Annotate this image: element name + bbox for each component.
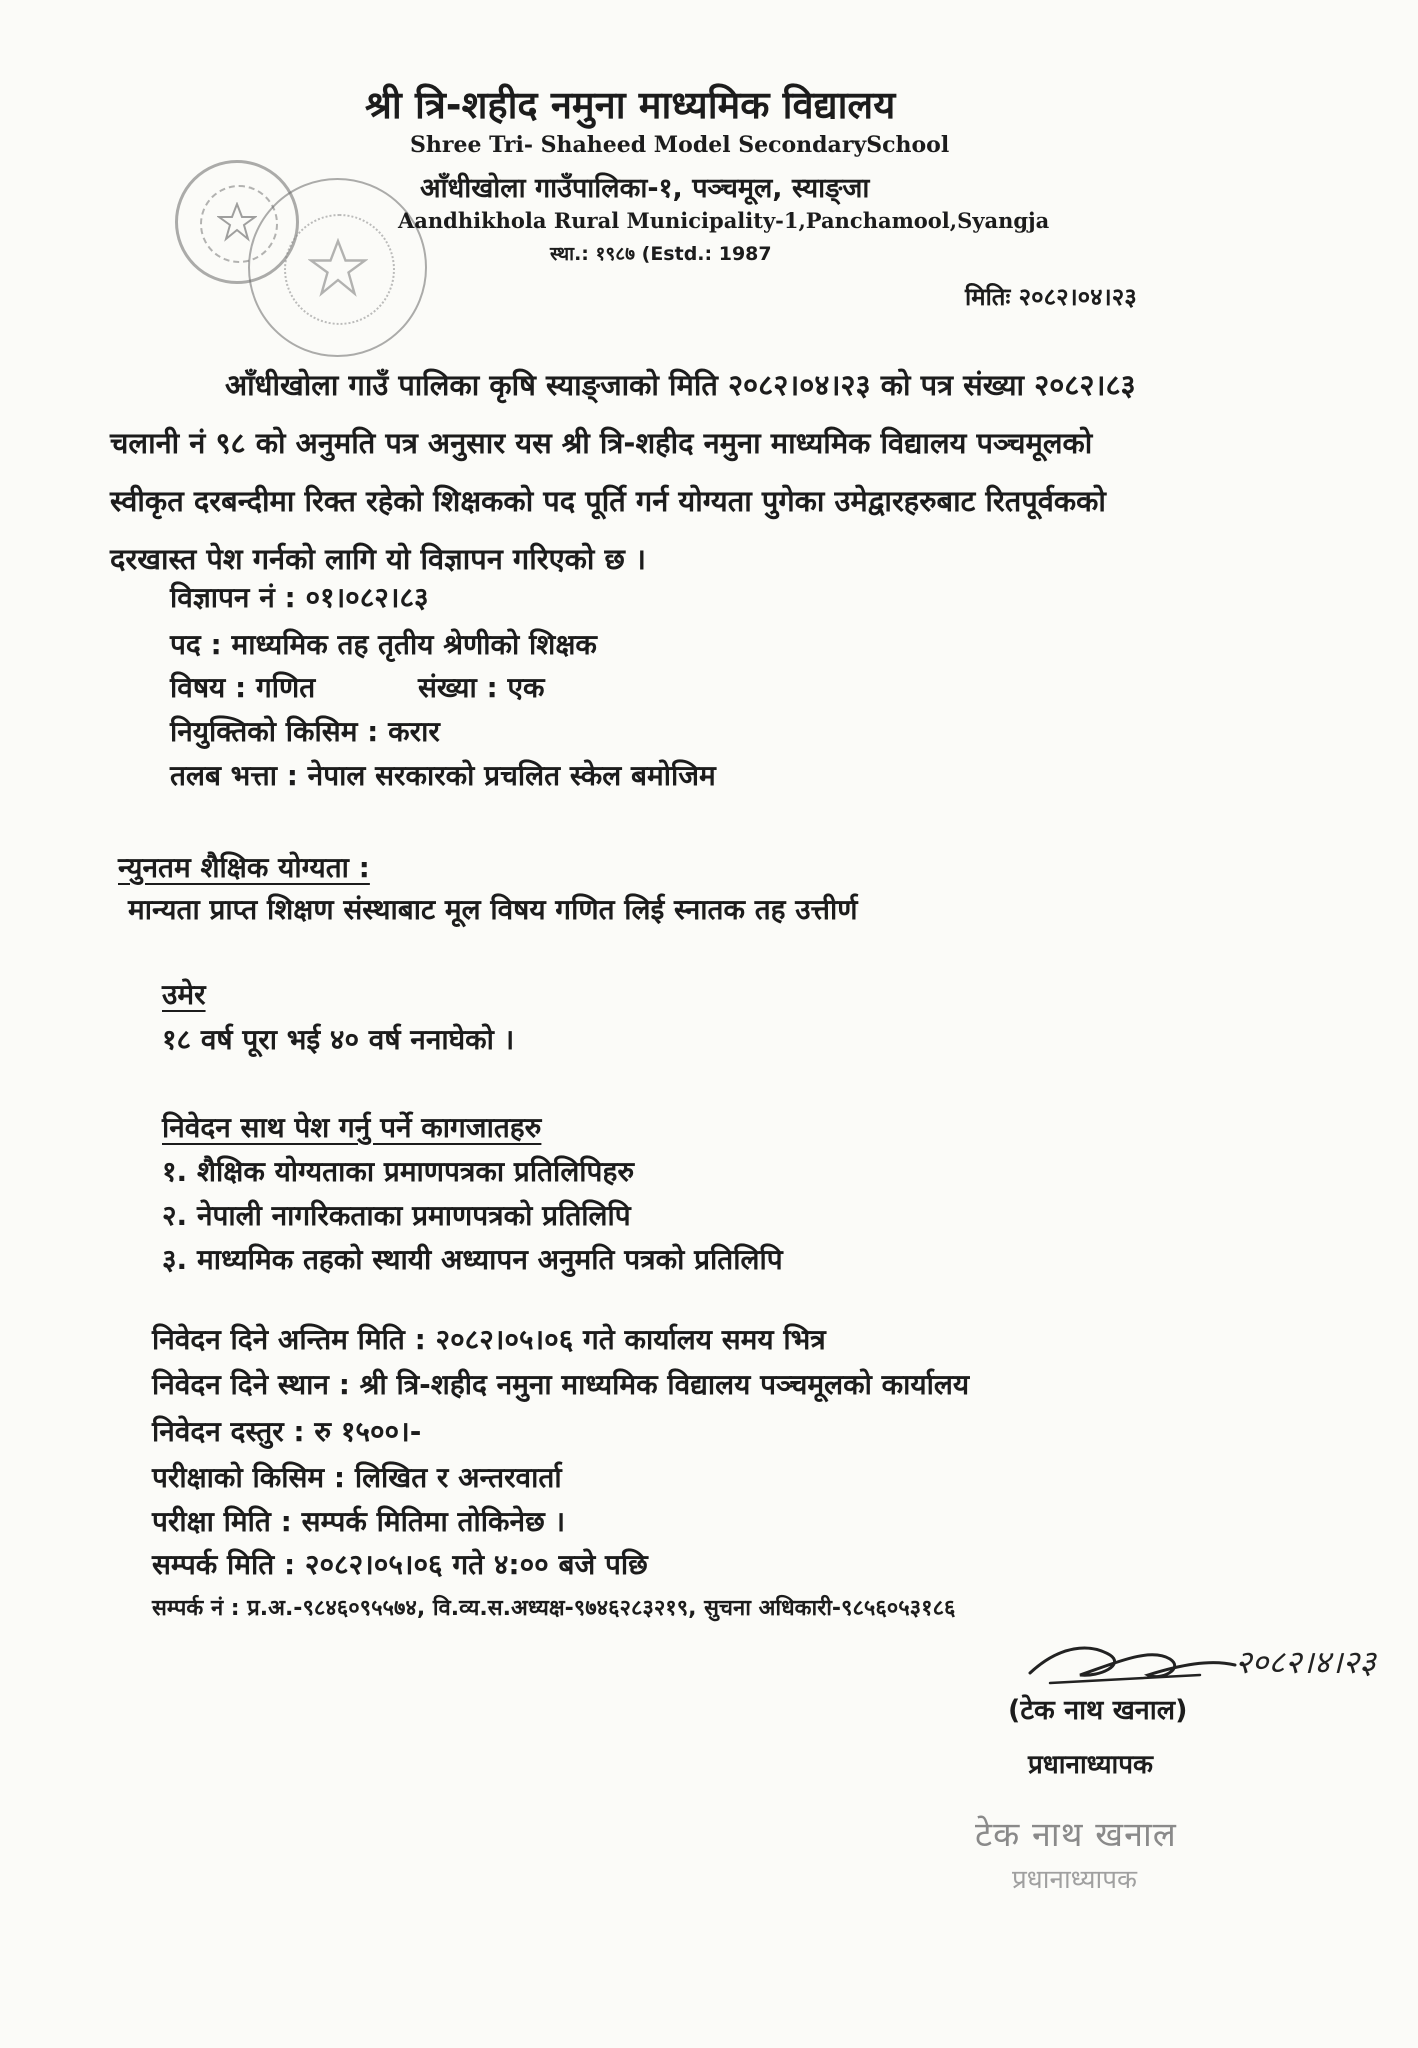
school-name-english: Shree Tri- Shaheed Model SecondarySchool [410, 132, 950, 158]
subject: विषय : गणित [170, 671, 316, 704]
ad-number: विज्ञापन नं : ०१।०८२।८३ [170, 581, 429, 614]
post-title: पद : माध्यमिक तह तृतीय श्रेणीको शिक्षक [170, 628, 597, 661]
contact-date: सम्पर्क मिति : २०८२।०५।०६ गते ४:०० बजे पछि [152, 1548, 648, 1581]
intro-line: चलानी नं ९८ को अनुमति पत्र अनुसार यस श्री त्रि-शहीद नमुना माध्यमिक विद्यालय पञ्चमूलको [110, 426, 1093, 460]
address-english: Aandhikhola Rural Municipality-1,Panchamool,Syangja [398, 208, 1050, 233]
seal-title: प्रधानाध्यापक [1012, 1865, 1138, 1895]
documents-heading: निवेदन साथ पेश गर्नु पर्ने कागजातहरु [162, 1111, 542, 1144]
qualification-heading: न्युनतम शैक्षिक योग्यता : [118, 851, 370, 884]
contact-numbers: सम्पर्क नं : प्र.अ.-९८४६०९५५७४, वि.व्य.स.अध्यक्ष-९७४६२८३२१९, सुचना अधिकारी-९८५६०५३१८६ [152, 1596, 956, 1621]
school-name-nepali: श्री त्रि-शहीद नमुना माध्यमिक विद्यालय [365, 83, 896, 127]
address-nepali: आँधीखोला गाउँपालिका-१, पञ्चमूल, स्याङ्जा [420, 173, 870, 204]
signatory-title: प्रधानाध्यापक [1028, 1750, 1154, 1780]
intro-line: स्वीकृत दरबन्दीमा रिक्त रहेको शिक्षकको पद पूर्ति गर्न योग्यता पुगेका उमेद्वारहरुबाट रितपूर्वकको [110, 484, 1106, 518]
intro-line: दरखास्त पेश गर्नको लागि यो विज्ञापन गरिएको छ । [110, 542, 646, 576]
qualification-text: मान्यता प्राप्त शिक्षण संस्थाबाट मूल विषय गणित लिई स्नातक तह उत्तीर्ण [128, 893, 858, 926]
star-emblem-icon [217, 202, 257, 242]
school-stamp-large [248, 178, 427, 357]
document-item: २. नेपाली नागरिकताका प्रमाणपत्रको प्रतिलिपि [162, 1199, 631, 1232]
exam-type: परीक्षाको किसिम : लिखित र अन्तरवार्ता [152, 1461, 562, 1494]
document-item: ३. माध्यमिक तहको स्थायी अध्यापन अनुमति पत्रको प्रतिलिपि [162, 1243, 783, 1276]
signature-scribble-icon [1020, 1625, 1260, 1695]
salary: तलब भत्ता : नेपाल सरकारको प्रचलित स्केल बमोजिम [170, 759, 716, 792]
document-item: १. शैक्षिक योग्यताका प्रमाणपत्रका प्रतिलिपिहरु [162, 1155, 635, 1188]
vacancy-count: संख्या : एक [418, 671, 545, 704]
signatory-name: (टेक नाथ खनाल) [1008, 1695, 1188, 1726]
intro-paragraph [110, 356, 1320, 588]
established-year: स्था.: १९८७ (Estd.: 1987 [550, 243, 772, 265]
appointment-type: नियुक्तिको किसिम : करार [170, 715, 440, 748]
application-fee: निवेदन दस्तुर : रु १५००।- [152, 1415, 422, 1448]
exam-date: परीक्षा मिति : सम्पर्क मितिमा तोकिनेछ । [152, 1505, 566, 1538]
age-heading: उमेर [162, 978, 206, 1011]
star-emblem-icon [308, 238, 368, 298]
application-place: निवेदन दिने स्थान : श्री त्रि-शहीद नमुना माध्यमिक विद्यालय पञ्चमूलको कार्यालय [152, 1368, 970, 1401]
seal-name: टेक नाथ खनाल [975, 1815, 1177, 1855]
intro-line: आँधीखोला गाउँ पालिका कृषि स्याङ्जाको मिति २०८२।०४।२३ को पत्र संख्या २०८२।८३ [225, 368, 1136, 402]
application-deadline: निवेदन दिने अन्तिम मिति : २०८२।०५।०६ गते कार्यालय समय भित्र [152, 1323, 826, 1356]
age-text: १८ वर्ष पूरा भई ४० वर्ष ननाघेको । [162, 1023, 515, 1056]
signature-date: २०८२।४।२३ [1235, 1643, 1376, 1681]
notice-date: मितिः २०८२।०४।२३ [965, 283, 1137, 311]
